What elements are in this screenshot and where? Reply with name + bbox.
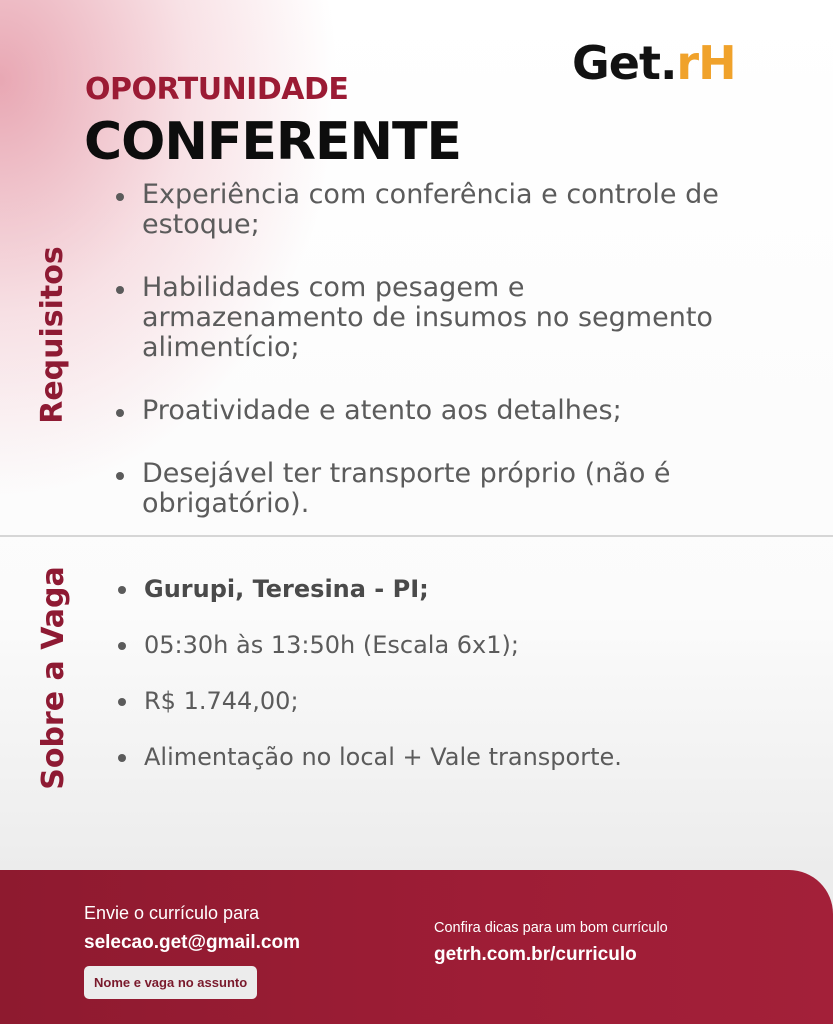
contact-email: selecao.get@gmail.com (84, 932, 300, 953)
requirements-list (112, 180, 752, 552)
footer-banner (0, 870, 833, 1024)
logo-accent-text: rH (676, 36, 736, 90)
footer-contact (84, 902, 300, 999)
section-divider (0, 535, 833, 537)
job-salary: R$ 1.744,00; (114, 686, 754, 716)
job-schedule: 05:30h às 13:50h (Escala 6x1); (114, 630, 754, 660)
job-location: Gurupi, Teresina - PI; (114, 574, 754, 604)
logo-main-text: Get. (572, 36, 677, 90)
job-details-list (114, 574, 754, 798)
job-title: CONFERENTE (84, 112, 462, 172)
tips-url: getrh.com.br/curriculo (434, 944, 637, 965)
requirement-item: Desejável ter transporte próprio (não é obrigatório). (112, 459, 752, 519)
tips-text: Confira dicas para um bom currículo (434, 920, 668, 936)
requirement-item: Habilidades com pesagem e armazenamento de insumos no segmento alimentício; (112, 273, 752, 363)
subject-badge: Nome e vaga no assunto (84, 966, 257, 999)
requirement-item: Experiência com conferência e controle de estoque; (112, 180, 752, 240)
brand-logo (572, 36, 736, 90)
eyebrow-label: OPORTUNIDADE (85, 72, 349, 107)
job-benefits: Alimentação no local + Vale transporte. (114, 742, 754, 772)
footer-tips (434, 920, 668, 966)
send-resume-text: Envie o currículo para (84, 903, 260, 923)
requirements-section-label: Requisitos (35, 246, 70, 424)
job-details-section-label: Sobre a Vaga (36, 566, 71, 790)
requirement-item: Proatividade e atento aos detalhes; (112, 396, 752, 426)
